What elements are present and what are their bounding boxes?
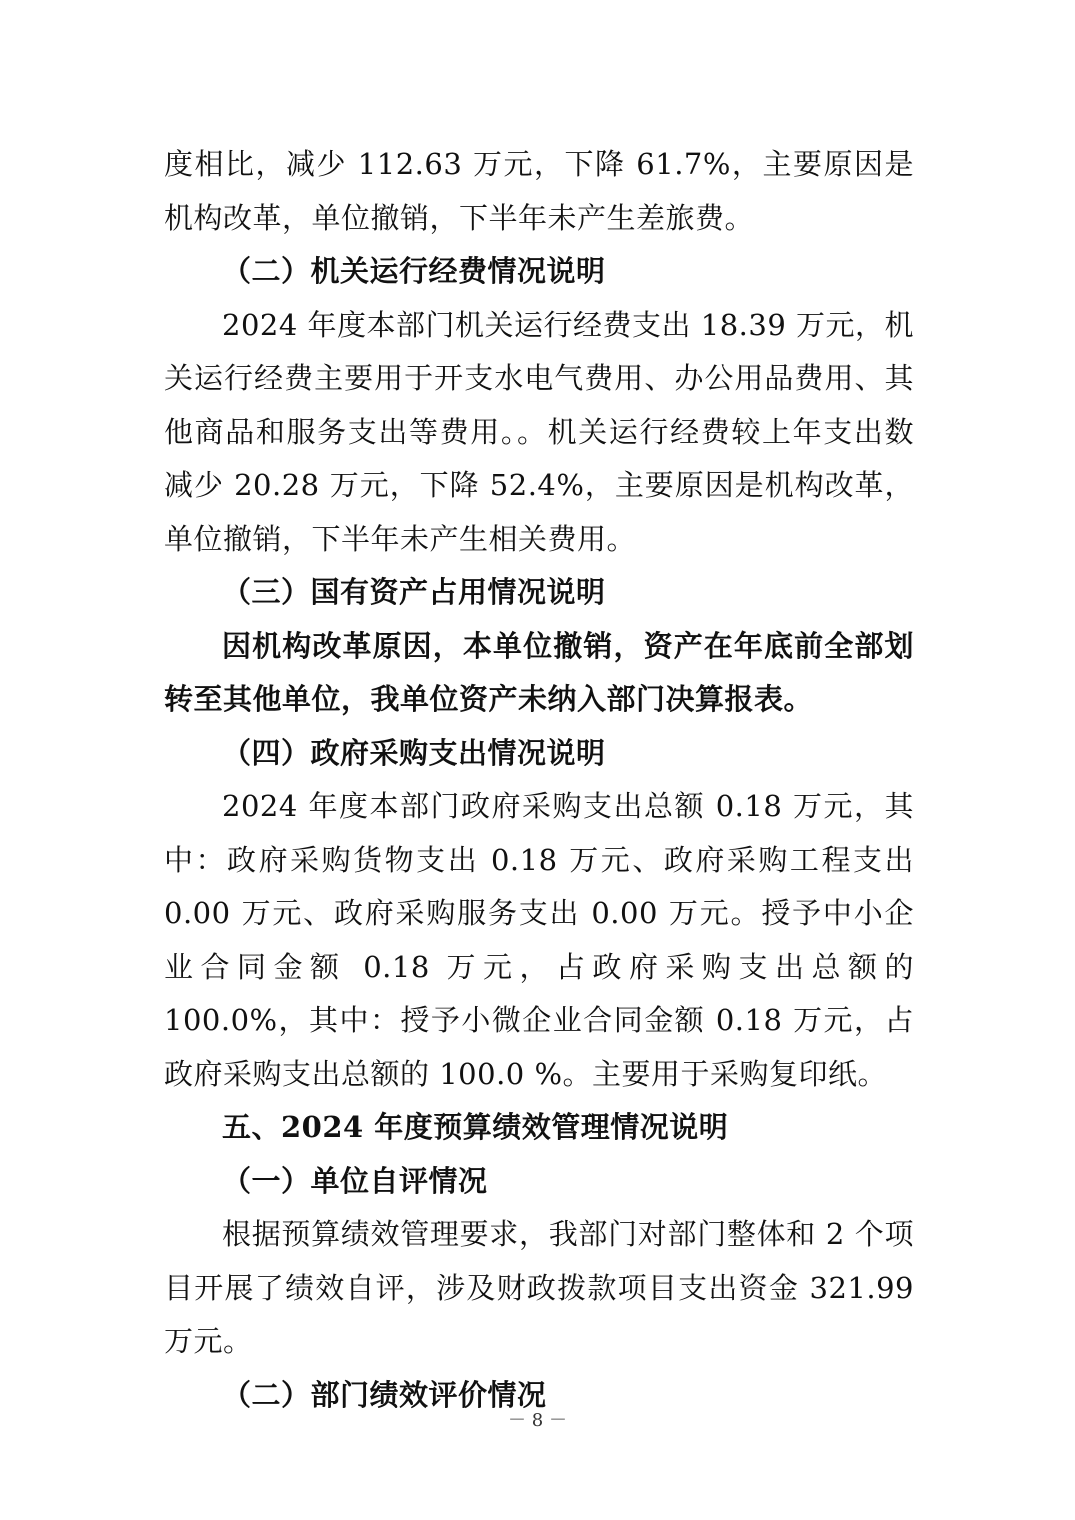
document-body bbox=[164, 138, 914, 1422]
heading-government-procurement: （四）政府采购支出情况说明 bbox=[222, 735, 606, 770]
paragraph-operating-expenses: 2024 年度本部门机关运行经费支出 18.39 万元，机关运行经费主要用于开支水电气费用、办公用品费用、其他商品和服务支出等费用。。机关运行经费较上年支出数减少 20.28 万元，下降 52.4%，主要原因是机构改革，单位撤销，下半年未产生相关费用。 bbox=[164, 307, 914, 556]
page-number: － 8 － bbox=[508, 1410, 567, 1431]
heading-self-evaluation: （一）单位自评情况 bbox=[222, 1163, 488, 1198]
paragraph-government-procurement: 2024 年度本部门政府采购支出总额 0.18 万元，其中：政府采购货物支出 0.18 万元、政府采购工程支出 0.00 万元、政府采购服务支出 0.00 万元。授予中小企业合同金额 0.18 万元，占政府采购支出总额的 100.0%，其中：授予小微企业合同金额 0.18 万元，占政府采购支出总额的 100.0 %。主要用于采购复印纸。 bbox=[164, 789, 914, 1091]
section-heading-performance-management: 五、2024 年度预算绩效管理情况说明 bbox=[222, 1110, 729, 1144]
paragraph-self-evaluation: 根据预算绩效管理要求，我部门对部门整体和 2 个项目开展了绩效自评，涉及财政拨款项目支出资金 321.99 万元。 bbox=[164, 1217, 914, 1358]
paragraph-state-assets: 因机构改革原因，本单位撤销，资产在年底前全部划转至其他单位，我单位资产未纳入部门决算报表。 bbox=[164, 628, 914, 716]
heading-operating-expenses: （二）机关运行经费情况说明 bbox=[222, 254, 606, 288]
heading-department-evaluation: （二）部门绩效评价情况 bbox=[222, 1377, 547, 1412]
paragraph-travel-expense-continued: 度相比，减少 112.63 万元，下降 61.7%，主要原因是机构改革，单位撤销，下半年未产生差旅费。 bbox=[164, 147, 914, 235]
heading-state-assets: （三）国有资产占用情况说明 bbox=[222, 575, 606, 609]
